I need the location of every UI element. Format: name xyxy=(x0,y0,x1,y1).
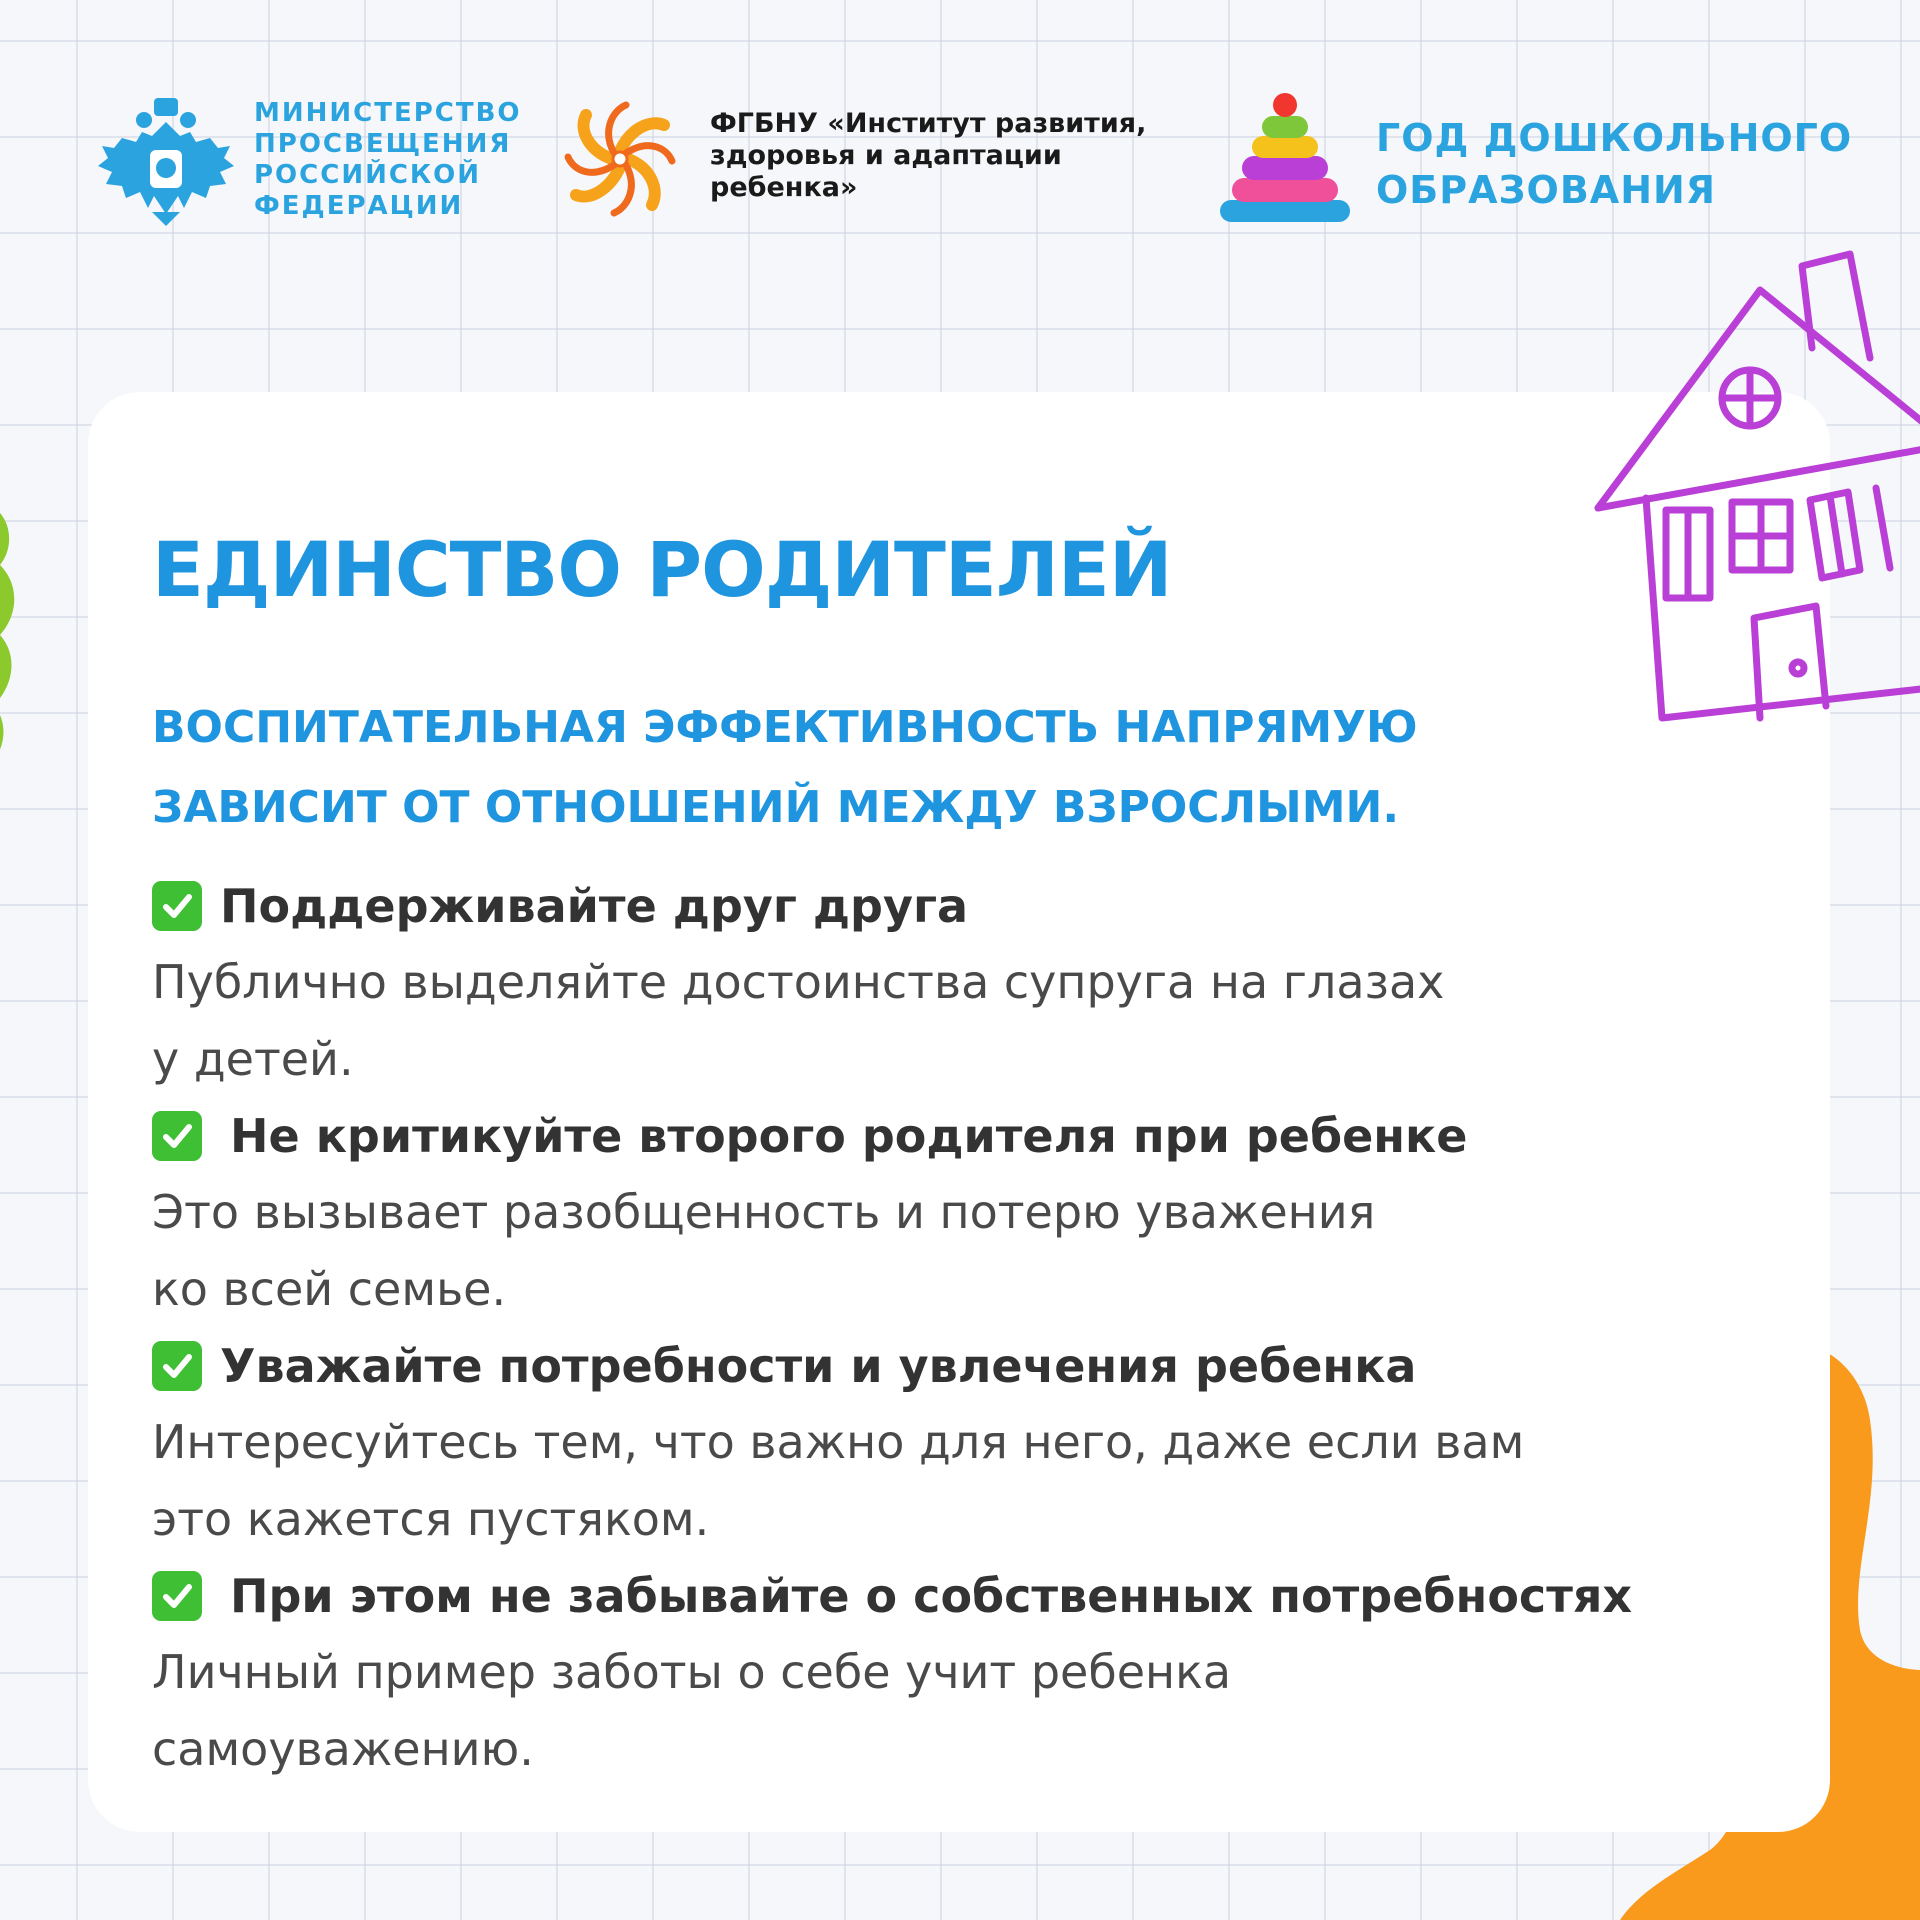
ministry-name xyxy=(254,98,534,222)
item-description-line: самоуважению. xyxy=(152,1722,534,1776)
item-heading-row xyxy=(152,1098,1712,1174)
item-heading-row xyxy=(152,1558,1712,1634)
item-description xyxy=(152,944,1712,1098)
green-blob-decoration xyxy=(0,455,50,775)
item-heading: При этом не забывайте о собственных потребностях xyxy=(230,1569,1633,1623)
check-mark-icon xyxy=(152,1571,202,1621)
institute-name xyxy=(710,108,1180,204)
ministry-line: ПРОСВЕЩЕНИЯ xyxy=(254,129,512,159)
page-title: ЕДИНСТВО РОДИТЕЛЕЙ xyxy=(152,525,1172,614)
subtitle-line: ЗАВИСИТ ОТ ОТНОШЕНИЙ МЕЖДУ ВЗРОСЛЫМИ. xyxy=(152,782,1400,833)
year-line: ОБРАЗОВАНИЯ xyxy=(1376,168,1717,212)
institute-swirl-icon xyxy=(556,92,684,226)
year-line: ГОД ДОШКОЛЬНОГО xyxy=(1376,116,1853,160)
header-logos xyxy=(0,0,1920,260)
list-item xyxy=(152,868,1712,1098)
list-item xyxy=(152,1098,1712,1328)
year-title xyxy=(1376,112,1876,216)
item-description-line: Интересуйтесь тем, что важно для него, даже если вам xyxy=(152,1415,1525,1469)
item-heading: Поддерживайте друг друга xyxy=(220,879,969,933)
item-description-line: у детей. xyxy=(152,1032,354,1086)
ministry-line: РОССИЙСКОЙ xyxy=(254,160,482,190)
ministry-line: МИНИСТЕРСТВО xyxy=(254,98,522,128)
item-description-line: ко всей семье. xyxy=(152,1262,507,1316)
subtitle-line: ВОСПИТАТЕЛЬНАЯ ЭФФЕКТИВНОСТЬ НАПРЯМУЮ xyxy=(152,702,1418,753)
item-heading: Уважайте потребности и увлечения ребенка xyxy=(220,1339,1417,1393)
item-description-line: Публично выделяйте достоинства супруга на глазах xyxy=(152,955,1445,1009)
ministry-line: ФЕДЕРАЦИИ xyxy=(254,191,464,221)
ministry-eagle-icon xyxy=(92,92,240,228)
item-description-line: Это вызывает разобщенность и потерю уважения xyxy=(152,1185,1376,1239)
list-item xyxy=(152,1558,1712,1788)
advice-list xyxy=(152,868,1712,1788)
check-mark-icon xyxy=(152,1111,202,1161)
check-mark-icon xyxy=(152,881,202,931)
institute-line: ФГБНУ «Институт развития, xyxy=(710,108,1147,139)
institute-line: ребенка» xyxy=(710,172,858,203)
item-heading-row xyxy=(152,1328,1712,1404)
institute-line: здоровья и адаптации xyxy=(710,140,1062,171)
check-mark-icon xyxy=(152,1341,202,1391)
item-description-line: это кажется пустяком. xyxy=(152,1492,710,1546)
list-item xyxy=(152,1328,1712,1558)
item-heading: Не критикуйте второго родителя при ребенке xyxy=(230,1109,1468,1163)
ring-pyramid-icon xyxy=(1210,92,1360,228)
item-description-line: Личный пример заботы о себе учит ребенка xyxy=(152,1645,1232,1699)
item-description xyxy=(152,1634,1712,1788)
main-content xyxy=(152,520,1712,1788)
item-description xyxy=(152,1404,1712,1558)
item-heading-row xyxy=(152,868,1712,944)
item-description xyxy=(152,1174,1712,1328)
subtitle xyxy=(152,688,1712,848)
